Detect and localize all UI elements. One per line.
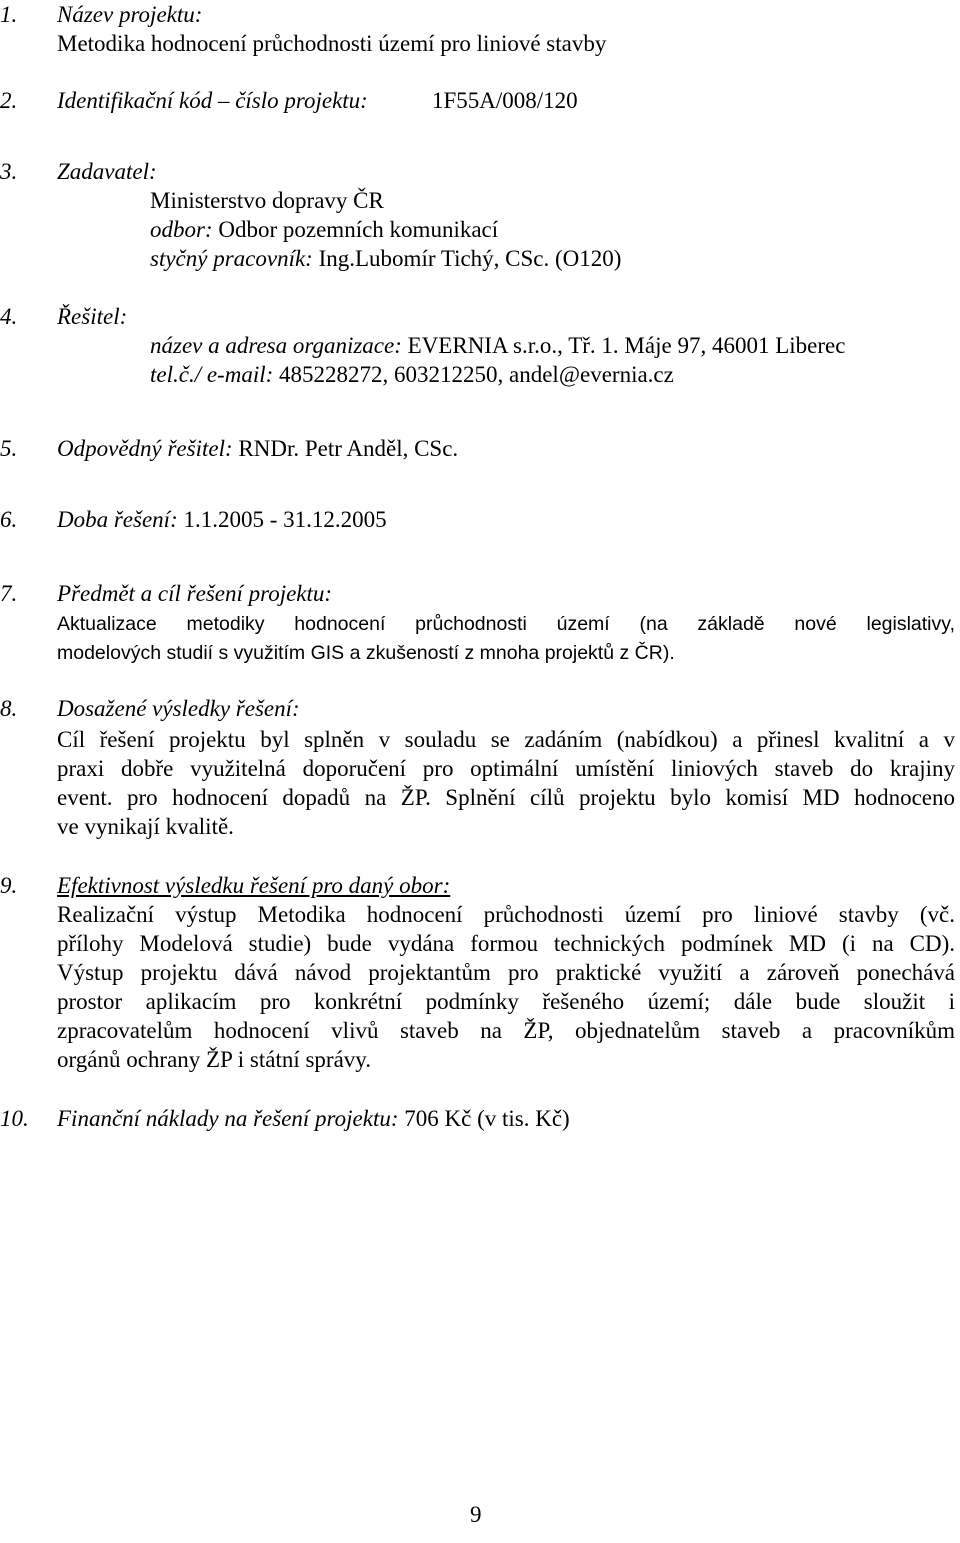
section-3-number: 3. xyxy=(0,159,18,184)
client-contact: styčný pracovník: Ing.Lubomír Tichý, CSc. (O120) xyxy=(150,246,622,271)
section-5-number: 5. xyxy=(0,436,18,461)
solver-organization: název a adresa organizace: EVERNIA s.r.o., Tř. 1. Máje 97, 46001 Liberec xyxy=(150,333,846,358)
section-1-number: 1. xyxy=(0,2,18,27)
section-4-label: Řešitel: xyxy=(57,304,128,329)
section-9-label: Efektivnost výsledku řešení pro daný obor: xyxy=(57,873,451,898)
section-7-number: 7. xyxy=(0,581,18,606)
section-3-label: Zadavatel: xyxy=(57,159,157,184)
section-9-number: 9. xyxy=(0,873,18,898)
efficiency-line: Výstup projektu dává návod projektantům pro praktické využití a zároveň ponechává xyxy=(57,960,955,985)
efficiency-line: orgánů ochrany ŽP i státní správy. xyxy=(57,1047,372,1072)
efficiency-line: zpracovatelům hodnocení vlivů staveb na ŽP, objednatelům staveb a pracovníkům xyxy=(57,1018,955,1043)
page-number: 9 xyxy=(470,1502,482,1527)
results-line: ve vynikají kvalitě. xyxy=(57,814,234,839)
results-text xyxy=(57,725,955,841)
section-2-number: 2. xyxy=(0,88,18,113)
section-6-number: 6. xyxy=(0,507,18,532)
section-8-label: Dosažené výsledky řešení: xyxy=(57,696,300,721)
section-4-number: 4. xyxy=(0,304,18,329)
results-line: event. pro hodnocení dopadů na ŽP. Splnění cílů projektu bylo komisí MD hodnoceno xyxy=(57,785,955,810)
solution-period: Doba řešení: 1.1.2005 - 31.12.2005 xyxy=(57,507,387,532)
section-2-label: Identifikační kód – číslo projektu: xyxy=(57,88,368,113)
section-8-number: 8. xyxy=(0,696,18,721)
project-name: Metodika hodnocení průchodnosti území pro liniové stavby xyxy=(57,31,607,56)
project-subject-text xyxy=(57,610,955,668)
subject-line: Aktualizace metodiky hodnocení průchodnosti území (na základě nové legislativy, xyxy=(57,613,955,635)
efficiency-line: Realizační výstup Metodika hodnocení průchodnosti území pro liniové stavby (vč. xyxy=(57,902,955,927)
section-10-number: 10. xyxy=(0,1106,29,1131)
efficiency-text xyxy=(57,900,955,1074)
client-ministry: Ministerstvo dopravy ČR xyxy=(150,188,384,213)
results-line: praxi dobře využitelná doporučení pro optimální umístění liniových staveb do krajiny xyxy=(57,756,955,781)
section-7-label: Předmět a cíl řešení projektu: xyxy=(57,581,333,606)
section-1-label: Název projektu: xyxy=(57,2,203,27)
responsible-solver: Odpovědný řešitel: RNDr. Petr Anděl, CSc. xyxy=(57,436,459,461)
client-department: odbor: Odbor pozemních komunikací xyxy=(150,217,499,242)
project-code: 1F55A/008/120 xyxy=(432,88,578,113)
efficiency-line: přílohy Modelová studie) bude vydána formou technických podmínek MD (i na CD). xyxy=(57,931,955,956)
subject-line: modelových studií s využitím GIS a zkušeností z mnoha projektů z ČR). xyxy=(57,642,675,664)
results-line: Cíl řešení projektu byl splněn v souladu se zadáním (nabídkou) a přinesl kvalitní a v xyxy=(57,727,955,752)
project-costs: Finanční náklady na řešení projektu: 706 Kč (v tis. Kč) xyxy=(57,1106,570,1131)
efficiency-line: prostor aplikacím pro konkrétní podmínky řešeného území; dále bude sloužit i xyxy=(57,989,955,1014)
solver-contact: tel.č./ e-mail: 485228272, 603212250, andel@evernia.cz xyxy=(150,362,674,387)
